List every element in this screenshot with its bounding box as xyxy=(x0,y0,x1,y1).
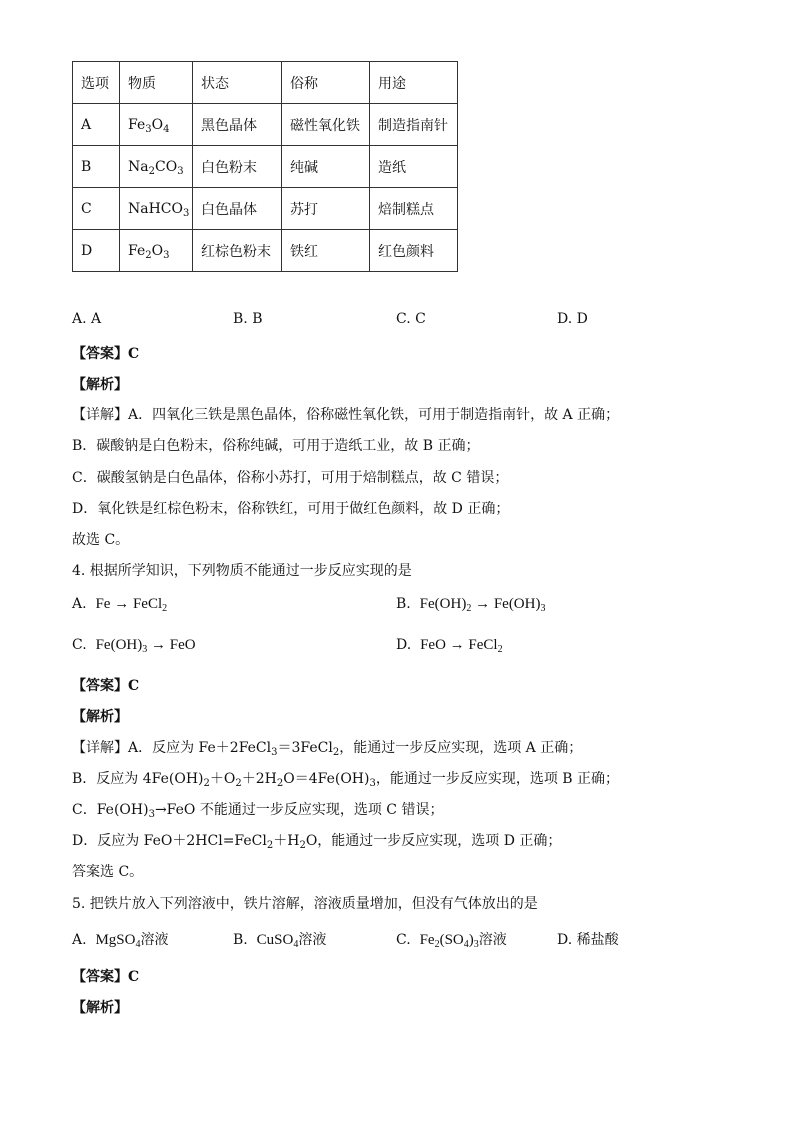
q4-stem: 4. 根据所学知识，下列物质不能通过一步反应实现的是 xyxy=(72,563,412,579)
cell-option: D xyxy=(73,230,120,272)
q4-option-d: D. FeO → FeCl$_2$ xyxy=(396,637,503,655)
cell-substance: $Fe_2O_3$ xyxy=(120,230,193,272)
table-row xyxy=(73,230,458,272)
cell-alias: 纯碱 xyxy=(282,146,370,188)
cell-option: A xyxy=(73,104,120,146)
q3-detail-line: D．氧化铁是红棕色粉末，俗称铁红，可用于做红色颜料，故 D 正确； xyxy=(72,501,510,517)
q4-analysis-label: 【解析】 xyxy=(72,709,128,725)
cell-state: 黑色晶体 xyxy=(193,104,282,146)
q4-detail-line: B．反应为 $4Fe(OH)_2+O_2+2H_2O=4Fe(OH)_3$，能通过一步反应实现，选项 B 正确； xyxy=(72,771,620,789)
q3-detail-line: 【详解】A．四氧化三铁是黑色晶体，俗称磁性氧化铁，可用于制造指南针，故 A 正确； xyxy=(72,407,620,423)
q3-choice-b: B. B xyxy=(233,311,263,327)
th-option: 选项 xyxy=(73,62,120,104)
th-state: 状态 xyxy=(193,62,282,104)
q5-answer: 【答案】C xyxy=(72,969,140,985)
q5-option-c: C. $Fe_2(SO_4)_3$溶液 xyxy=(396,932,507,950)
cell-option: B xyxy=(73,146,120,188)
cell-substance: NaHCO$_3$ xyxy=(120,188,193,230)
q4-detail-line: C．$Fe(OH)_3\to FeO$ 不能通过一步反应实现，选项 C 错误； xyxy=(72,802,444,820)
cell-use: 制造指南针 xyxy=(370,104,458,146)
th-alias: 俗称 xyxy=(282,62,370,104)
cell-use: 焙制糕点 xyxy=(370,188,458,230)
q3-conclusion: 故选 C。 xyxy=(72,532,130,548)
cell-alias: 苏打 xyxy=(282,188,370,230)
table-header-row xyxy=(73,62,458,104)
q5-option-a: A. MgSO$_4$溶液 xyxy=(72,932,169,950)
q4-detail-line: D．反应为 $FeO+2HCl=FeCl_2+H_2O$，能通过一步反应实现，选项 D 正确； xyxy=(72,833,562,851)
cell-substance: $Fe_3O_4$ xyxy=(120,104,193,146)
table-row xyxy=(73,188,458,230)
q3-answer: 【答案】C xyxy=(72,346,140,362)
q5-option-d: D. 稀盐酸 xyxy=(557,932,619,948)
q5-option-b: B. CuSO$_4$溶液 xyxy=(233,932,327,950)
q4-detail-line: 【详解】A．反应为 Fe＋2FeCl$_3$＝3FeCl$_2$，能通过一步反应实现，选项 A 正确； xyxy=(72,740,583,758)
cell-state: 白色晶体 xyxy=(193,188,282,230)
q4-conclusion: 答案选 C。 xyxy=(72,864,144,880)
table-row xyxy=(73,146,458,188)
cell-state: 白色粉末 xyxy=(193,146,282,188)
table-row xyxy=(73,104,458,146)
substance-table xyxy=(72,61,458,272)
cell-substance: $Na_2CO_3$ xyxy=(120,146,193,188)
q3-choice-c: C. C xyxy=(396,311,426,327)
q5-analysis-label: 【解析】 xyxy=(72,1000,128,1016)
cell-use: 造纸 xyxy=(370,146,458,188)
q3-detail-line: C．碳酸氢钠是白色晶体，俗称小苏打，可用于焙制糕点，故 C 错误； xyxy=(72,470,509,486)
th-use: 用途 xyxy=(370,62,458,104)
q3-choice-a: A. A xyxy=(72,311,102,327)
q4-option-b: B. $Fe(OH)_2 \to Fe(OH)_3$ xyxy=(396,596,546,614)
cell-state: 红棕色粉末 xyxy=(193,230,282,272)
q4-option-a: A. Fe → FeCl$_2$ xyxy=(72,596,168,614)
cell-alias: 铁红 xyxy=(282,230,370,272)
q4-option-c: C. $Fe(OH)_3$ → FeO xyxy=(72,637,196,655)
q4-answer: 【答案】C xyxy=(72,678,140,694)
q3-analysis-label: 【解析】 xyxy=(72,377,128,393)
cell-alias: 磁性氧化铁 xyxy=(282,104,370,146)
q5-stem: 5. 把铁片放入下列溶液中，铁片溶解，溶液质量增加，但没有气体放出的是 xyxy=(72,896,538,912)
q3-choice-d: D. D xyxy=(557,311,588,327)
q3-detail-line: B．碳酸钠是白色粉末，俗称纯碱，可用于造纸工业，故 B 正确； xyxy=(72,438,480,454)
cell-option: C xyxy=(73,188,120,230)
cell-use: 红色颜料 xyxy=(370,230,458,272)
th-substance: 物质 xyxy=(120,62,193,104)
